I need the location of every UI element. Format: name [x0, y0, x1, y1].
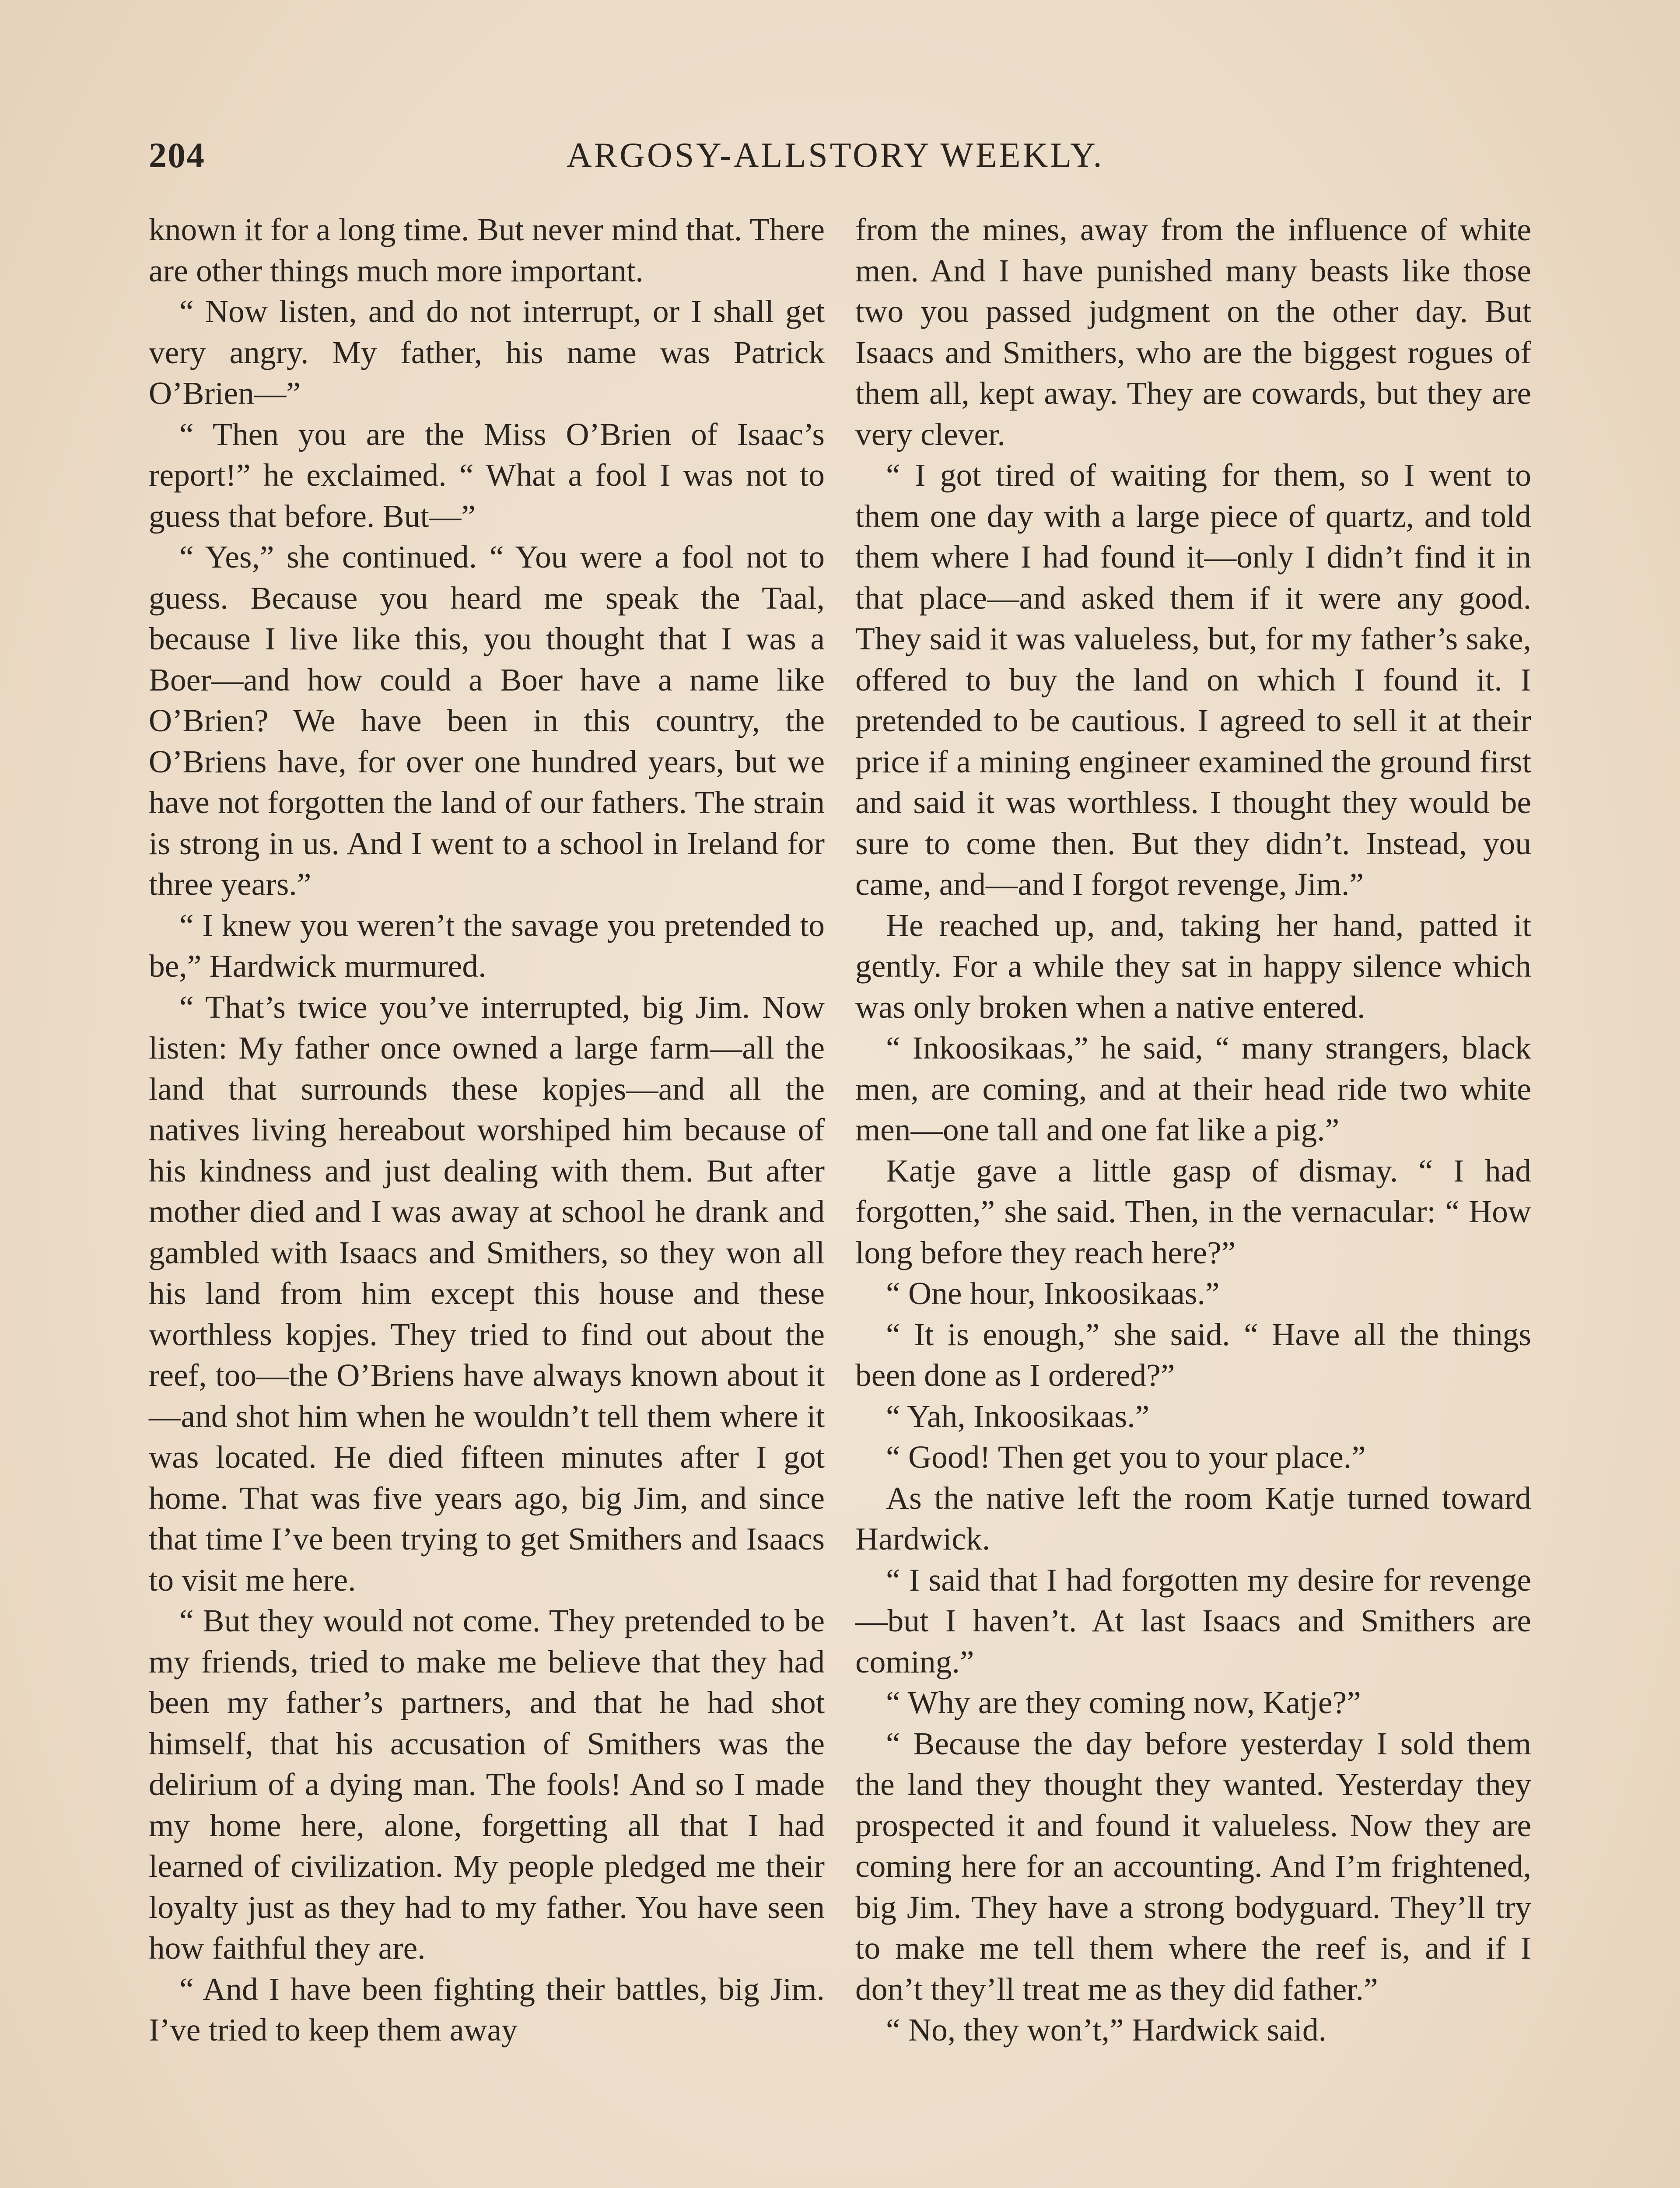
paragraph: “ Then you are the Miss O’Brien of Isaac’s report!” he exclaimed. “ What a fool I was not to guess that before. But—”: [149, 416, 825, 534]
paragraph: “ That’s twice you’ve interrupted, big Jim. Now listen: My father once owned a large farm—all the land that surrounds these kopjes—and all the natives living hereabout worshiped him because of his kindness and just dealing with them. But after mother died and I was away at school he drank and gambled with Isaacs and Smithers, so they won all his land from him except this house and these worthless kopjes. They tried to find out about the reef, too—the O’Briens have always known about it—and shot him when he wouldn’t tell them where it was located. He died fifteen minutes after I got home. That was five years ago, big Jim, and since that time I’ve been trying to get Smithers and Isaacs to visit me here.: [149, 989, 825, 1598]
paragraph: “ It is enough,” she said. “ Have all the things been done as I ordered?”: [855, 1316, 1531, 1393]
paragraph: “ I knew you weren’t the savage you pretended to be,” Hardwick murmured.: [149, 907, 825, 984]
paragraph: “ Because the day before yesterday I sold them the land they thought they wanted. Yesterday they prospected it and found it valueless. Now they are coming here for an accounting. And I’m frightened, big Jim. They have a strong bodyguard. They’ll try to make me tell them where the reef is, and if I don’t they’ll treat me as they did father.”: [855, 1725, 1531, 2007]
paragraph: He reached up, and, taking her hand, patted it gently. For a while they sat in happy silence which was only broken when a native entered.: [855, 907, 1531, 1025]
paragraph: “ Why are they coming now, Katje?”: [886, 1685, 1361, 1720]
paragraph: “ I got tired of waiting for them, so I went to them one day with a large piece of quartz, and told them where I had found it—only I didn’t find it in that place—and asked them if it were any good. They said it was valueless, but, for my father’s sake, offered to buy the land on which I found it. I pretended to be cautious. I agreed to sell it at their price if a mining engineer examined the ground first and said it was worthless. I thought they would be sure to come then. But they didn’t. Instead, you came, and—and I forgot revenge, Jim.”: [855, 457, 1531, 902]
paragraph: “ Now listen, and do not interrupt, or I shall get very angry. My father, his name was Patrick O’Brien—”: [149, 294, 825, 411]
page-header: [149, 131, 1531, 184]
paragraph: “ Good! Then get you to your place.”: [886, 1439, 1366, 1475]
paragraph: “ Yes,” she continued. “ You were a fool not to guess. Because you heard me speak the Taal, because I live like this, you thought that I was a Boer—and how could a Boer have a name like O’Brien? We have been in this country, the O’Briens have, for over one hundred years, but we have not forgotten the land of our fathers. The strain is strong in us. And I went to a school in Ireland for three years.”: [149, 539, 825, 902]
paragraph: from the mines, away from the influence of white men. And I have punished many beasts like those two you passed judgment on the other day. But Isaacs and Smithers, who are the biggest rogues of them all, kept away. They are cowards, but they are very clever.: [855, 212, 1531, 452]
paragraph: “ No, they won’t,” Hardwick said.: [886, 2012, 1326, 2048]
paragraph: “ But they would not come. They pretended to be my friends, tried to make me believe that they had been my father’s partners, and that he had shot himself, that his accusation of Smithers was the delirium of a dying man. The fools! And so I made my home here, alone, forgetting all that I had learned of civilization. My people pledged me their loyalty just as they had to my father. You have seen how faithful they are.: [149, 1603, 825, 1966]
page-number: 204: [149, 135, 205, 175]
paragraph: As the native left the room Katje turned toward Hardwick.: [855, 1480, 1531, 1557]
running-head: ARGOSY-ALLSTORY WEEKLY.: [567, 136, 1104, 175]
paragraph: “ And I have been fighting their battles, big Jim. I’ve tried to keep them away: [149, 1971, 825, 2048]
left-column: [149, 209, 825, 2051]
paragraph: “ Yah, Inkoosikaas.”: [886, 1398, 1150, 1434]
paragraph: “ One hour, Inkoosikaas.”: [886, 1276, 1220, 1311]
paragraph: “ Inkoosikaas,” he said, “ many strangers, black men, are coming, and at their head ride two white men—one tall and one fat like a pig.”: [855, 1030, 1531, 1147]
paragraph: Katje gave a little gasp of dismay. “ I had forgotten,” she said. Then, in the vernacular: “ How long before they reach here?”: [855, 1153, 1531, 1270]
right-column: [855, 209, 1531, 2051]
paragraph: “ I said that I had forgotten my desire for revenge—but I haven’t. At last Isaacs and Smithers are coming.”: [855, 1562, 1531, 1680]
paragraph: known it for a long time. But never mind that. There are other things much more important.: [149, 212, 825, 288]
